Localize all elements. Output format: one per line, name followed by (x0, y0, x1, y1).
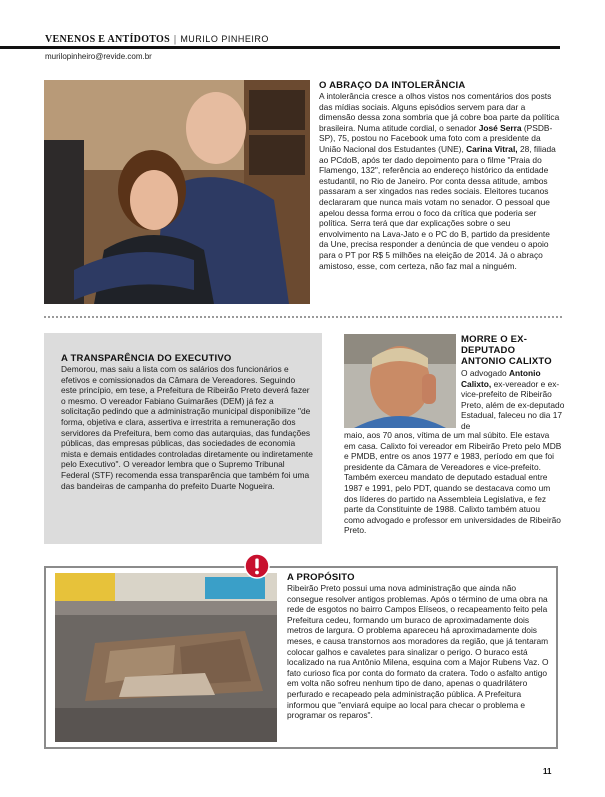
section-body-abraco: A intolerância cresce a olhos vistos nos comentários dos posts das mídias sociais. Alguns episódios servem para dar a dimensão dessa zona sombria que já cobre boa parte da política brasileira. Numa atitude cordial, o senador José Serra (PSDB-SP), 75, postou no Facebook uma foto com a presidente da União Nacional dos Estudantes (UNE), Carina Vitral, 28, filiada ao PCdoB, após ter dado depoimento para o filme "Praia do Flamengo, 132", referência ao endereço histórico da entidade estudantil, no Rio de Janeiro. Por conta dessa atitude, ambos passaram a ser xingados nas redes sociais. Eleitores tucanos declararam que nunca mais votam no senador. O pessoal que apelou dessa forma errou o foco da crítica que poderia ser política. Serra terá que dar explicações sobre o seu envolvimento na Lava-Jato e o PC do B, partido da presidente da Une, precisa responder a denúncia de que vendeu o apoio para o PT por R$ 5 milhões na eleição de 2014. Já o abraço amistoso, esse, com certeza, não faz mal a ninguém. (319, 91, 560, 271)
antonio-calixto-photo (344, 334, 456, 428)
author-email[interactable]: murilopinheiro@revide.com.br (45, 52, 152, 61)
section-title-abraco: O ABRAÇO DA INTOLERÂNCIA (319, 80, 466, 91)
column-title: VENENOS E ANTÍDOTOS (45, 34, 170, 45)
exclamation-icon (244, 553, 270, 579)
section-title-calixto: MORRE O EX-DEPUTADO ANTONIO CALIXTO (461, 334, 552, 367)
dotted-divider (44, 316, 562, 318)
name-carina-vitral: Carina Vitral, (466, 143, 518, 154)
page-number: 11 (543, 767, 552, 776)
section-body-calixto-intro: O advogado Antonio Calixto, ex-vereador e ex-vice-prefeito de Ribeirão Preto, além de ex-deputado Estadual, faleceu no dia 17 de (461, 368, 565, 431)
column-header (45, 34, 269, 45)
section-title-a-proposito: A PROPÓSITO (287, 572, 355, 583)
section-body-transparencia: Demorou, mas saiu a lista com os salários dos funcionários e efetivos e comissionados da Câmara de Vereadores. Seguindo este princípio, em tese, a Prefeitura de Ribeirão Preto deverá fazer o mesmo. O vereador Fabiano Guimarães (DEM) já fez a solicitação pedindo que a administração municipal disponibilize "de forma, objetiva e clara, assertiva e irrestrita a remuneração dos servidores da Prefeitura, bem como das autarquias, das fundações públicas, das empresas públicas, das sociedades de economia mista e demais entidades controladas diretamente ou indiretamente pelo Executivo". O vereador lembra que o Supremo Tribunal Federal (STF) recomenda essa transparência que também foi uma das bandeiras de campanha do prefeito Duarte Nogueira. (61, 364, 313, 491)
header-rule (0, 46, 560, 49)
name-antonio-calixto: Antonio Calixto, (461, 368, 541, 389)
section-title-transparencia: A TRANSPARÊNCIA DO EXECUTIVO (61, 353, 232, 364)
pothole-photo (55, 573, 277, 742)
section-body-calixto: maio, aos 70 anos, vítima de um mal súbito. Ele estava em casa. Calixto foi vereador em Ribeirão Preto pelo MDB e PMDB, entre os anos 1977 e 1983, período em que foi presidente da Câmara de Vereadores e vice-prefeito. Também exerceu mandato de deputado estadual entre 1987 e 1991, pelo PDT, quando se destacava como um dos líderes do partido na Assembleia Legislativa, e fez parte da Constituinte de 1988. Calixto também atuou como advogado e professor em universidades de Ribeirão Preto. (344, 430, 562, 536)
name-jose-serra: José Serra (478, 122, 522, 133)
serra-carina-photo (44, 80, 310, 304)
section-body-a-proposito: Ribeirão Preto possui uma nova administração que ainda não consegue resolver antigos problemas. Após o término de uma obra na rede de esgotos no bairro Campos Elíseos, o recapeamento feito pela Prefeitura cedeu, formando um buraco de aproximadamente dois metros de largura. O problema apareceu há aproximadamente dois meses, e causa transtornos aos moradores da região, que já tentaram colocar galhos e cavaletes para sinalizar o perigo. O buraco está localizado na rua Antônio Milena, esquina com a Major Rubens Vaz. O fato curioso fica por conta do formato da cratera. Todo o asfalto antigo em volta não sofreu nenhum tipo de dano, apenas o quadrilátero perfurado e recapeado pela administração pública. A Prefeitura informou que "enviará equipe ao local para checar o problema e programar os reparos". (287, 583, 549, 721)
column-author: MURILO PINHEIRO (180, 34, 269, 44)
header-separator: | (174, 34, 177, 45)
